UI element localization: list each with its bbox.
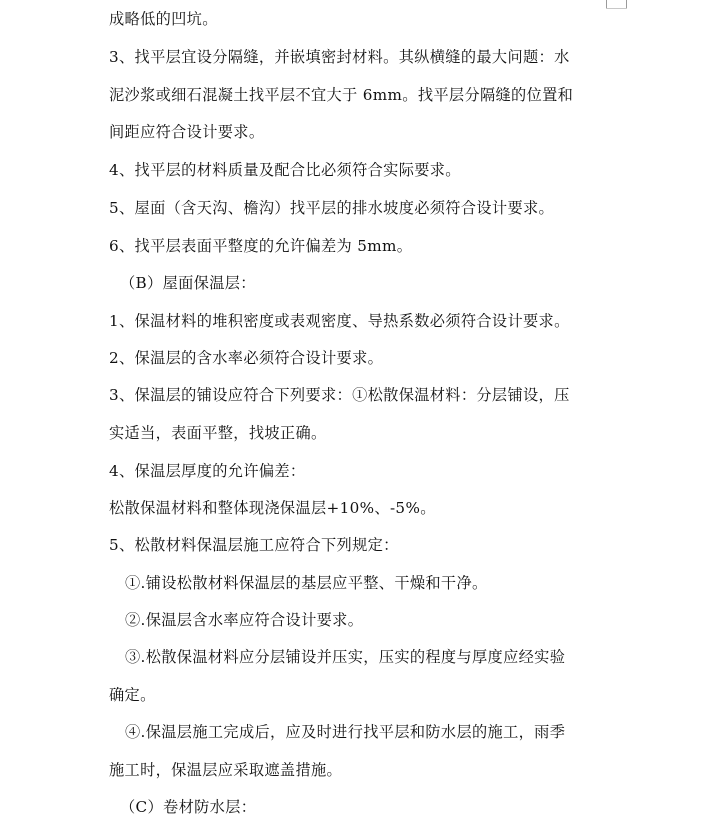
paragraph-line: ①.铺设松散材料保温层的基层应平整、干燥和干净。 bbox=[125, 574, 488, 592]
paragraph-line: 施工时，保温层应采取遮盖措施。 bbox=[109, 761, 343, 779]
paragraph-line: 间距应符合设计要求。 bbox=[109, 123, 265, 141]
paragraph-line: ②.保温层含水率应符合设计要求。 bbox=[125, 611, 364, 629]
paragraph-line: ③.松散保温材料应分层铺设并压实，压实的程度与厚度应经实验 bbox=[125, 648, 566, 666]
crop-mark-right bbox=[626, 0, 627, 8]
paragraph-line: ④.保温层施工完成后，应及时进行找平层和防水层的施工，雨季 bbox=[125, 723, 566, 741]
paragraph-line: 4、找平层的材料质量及配合比必须符合实际要求。 bbox=[109, 161, 461, 179]
paragraph-line: 5、屋面（含天沟、檐沟）找平层的排水坡度必须符合设计要求。 bbox=[109, 199, 555, 217]
section-heading: （C）卷材防水层： bbox=[120, 798, 257, 816]
section-heading: （B）屋面保温层： bbox=[120, 274, 256, 292]
paragraph-line: 2、保温层的含水率必须符合设计要求。 bbox=[109, 349, 384, 367]
paragraph-line: 3、保温层的铺设应符合下列要求：①松散保温材料：分层铺设，压 bbox=[109, 386, 570, 404]
paragraph-line: 6、找平层表面平整度的允许偏差为 5mm。 bbox=[109, 237, 413, 255]
paragraph-line: 泥沙浆或细石混凝土找平层不宜大于 6mm。找平层分隔缝的位置和 bbox=[109, 86, 574, 104]
paragraph-line: 实适当，表面平整，找坡正确。 bbox=[109, 424, 327, 442]
paragraph-line: 成略低的凹坑。 bbox=[109, 10, 218, 28]
paragraph-line: 1、保温材料的堆积密度或表观密度、导热系数必须符合设计要求。 bbox=[109, 312, 570, 330]
paragraph-line: 3、找平层宜设分隔缝，并嵌填密封材料。其纵横缝的最大问题：水 bbox=[109, 48, 570, 66]
crop-mark-left bbox=[606, 0, 607, 8]
crop-mark-top bbox=[606, 8, 627, 9]
paragraph-line: 4、保温层厚度的允许偏差： bbox=[109, 462, 306, 480]
paragraph-line: 松散保温材料和整体现浇保温层+10%、-5%。 bbox=[109, 499, 436, 517]
paragraph-line: 确定。 bbox=[109, 686, 156, 704]
paragraph-line: 5、松散材料保温层施工应符合下列规定： bbox=[109, 536, 399, 554]
